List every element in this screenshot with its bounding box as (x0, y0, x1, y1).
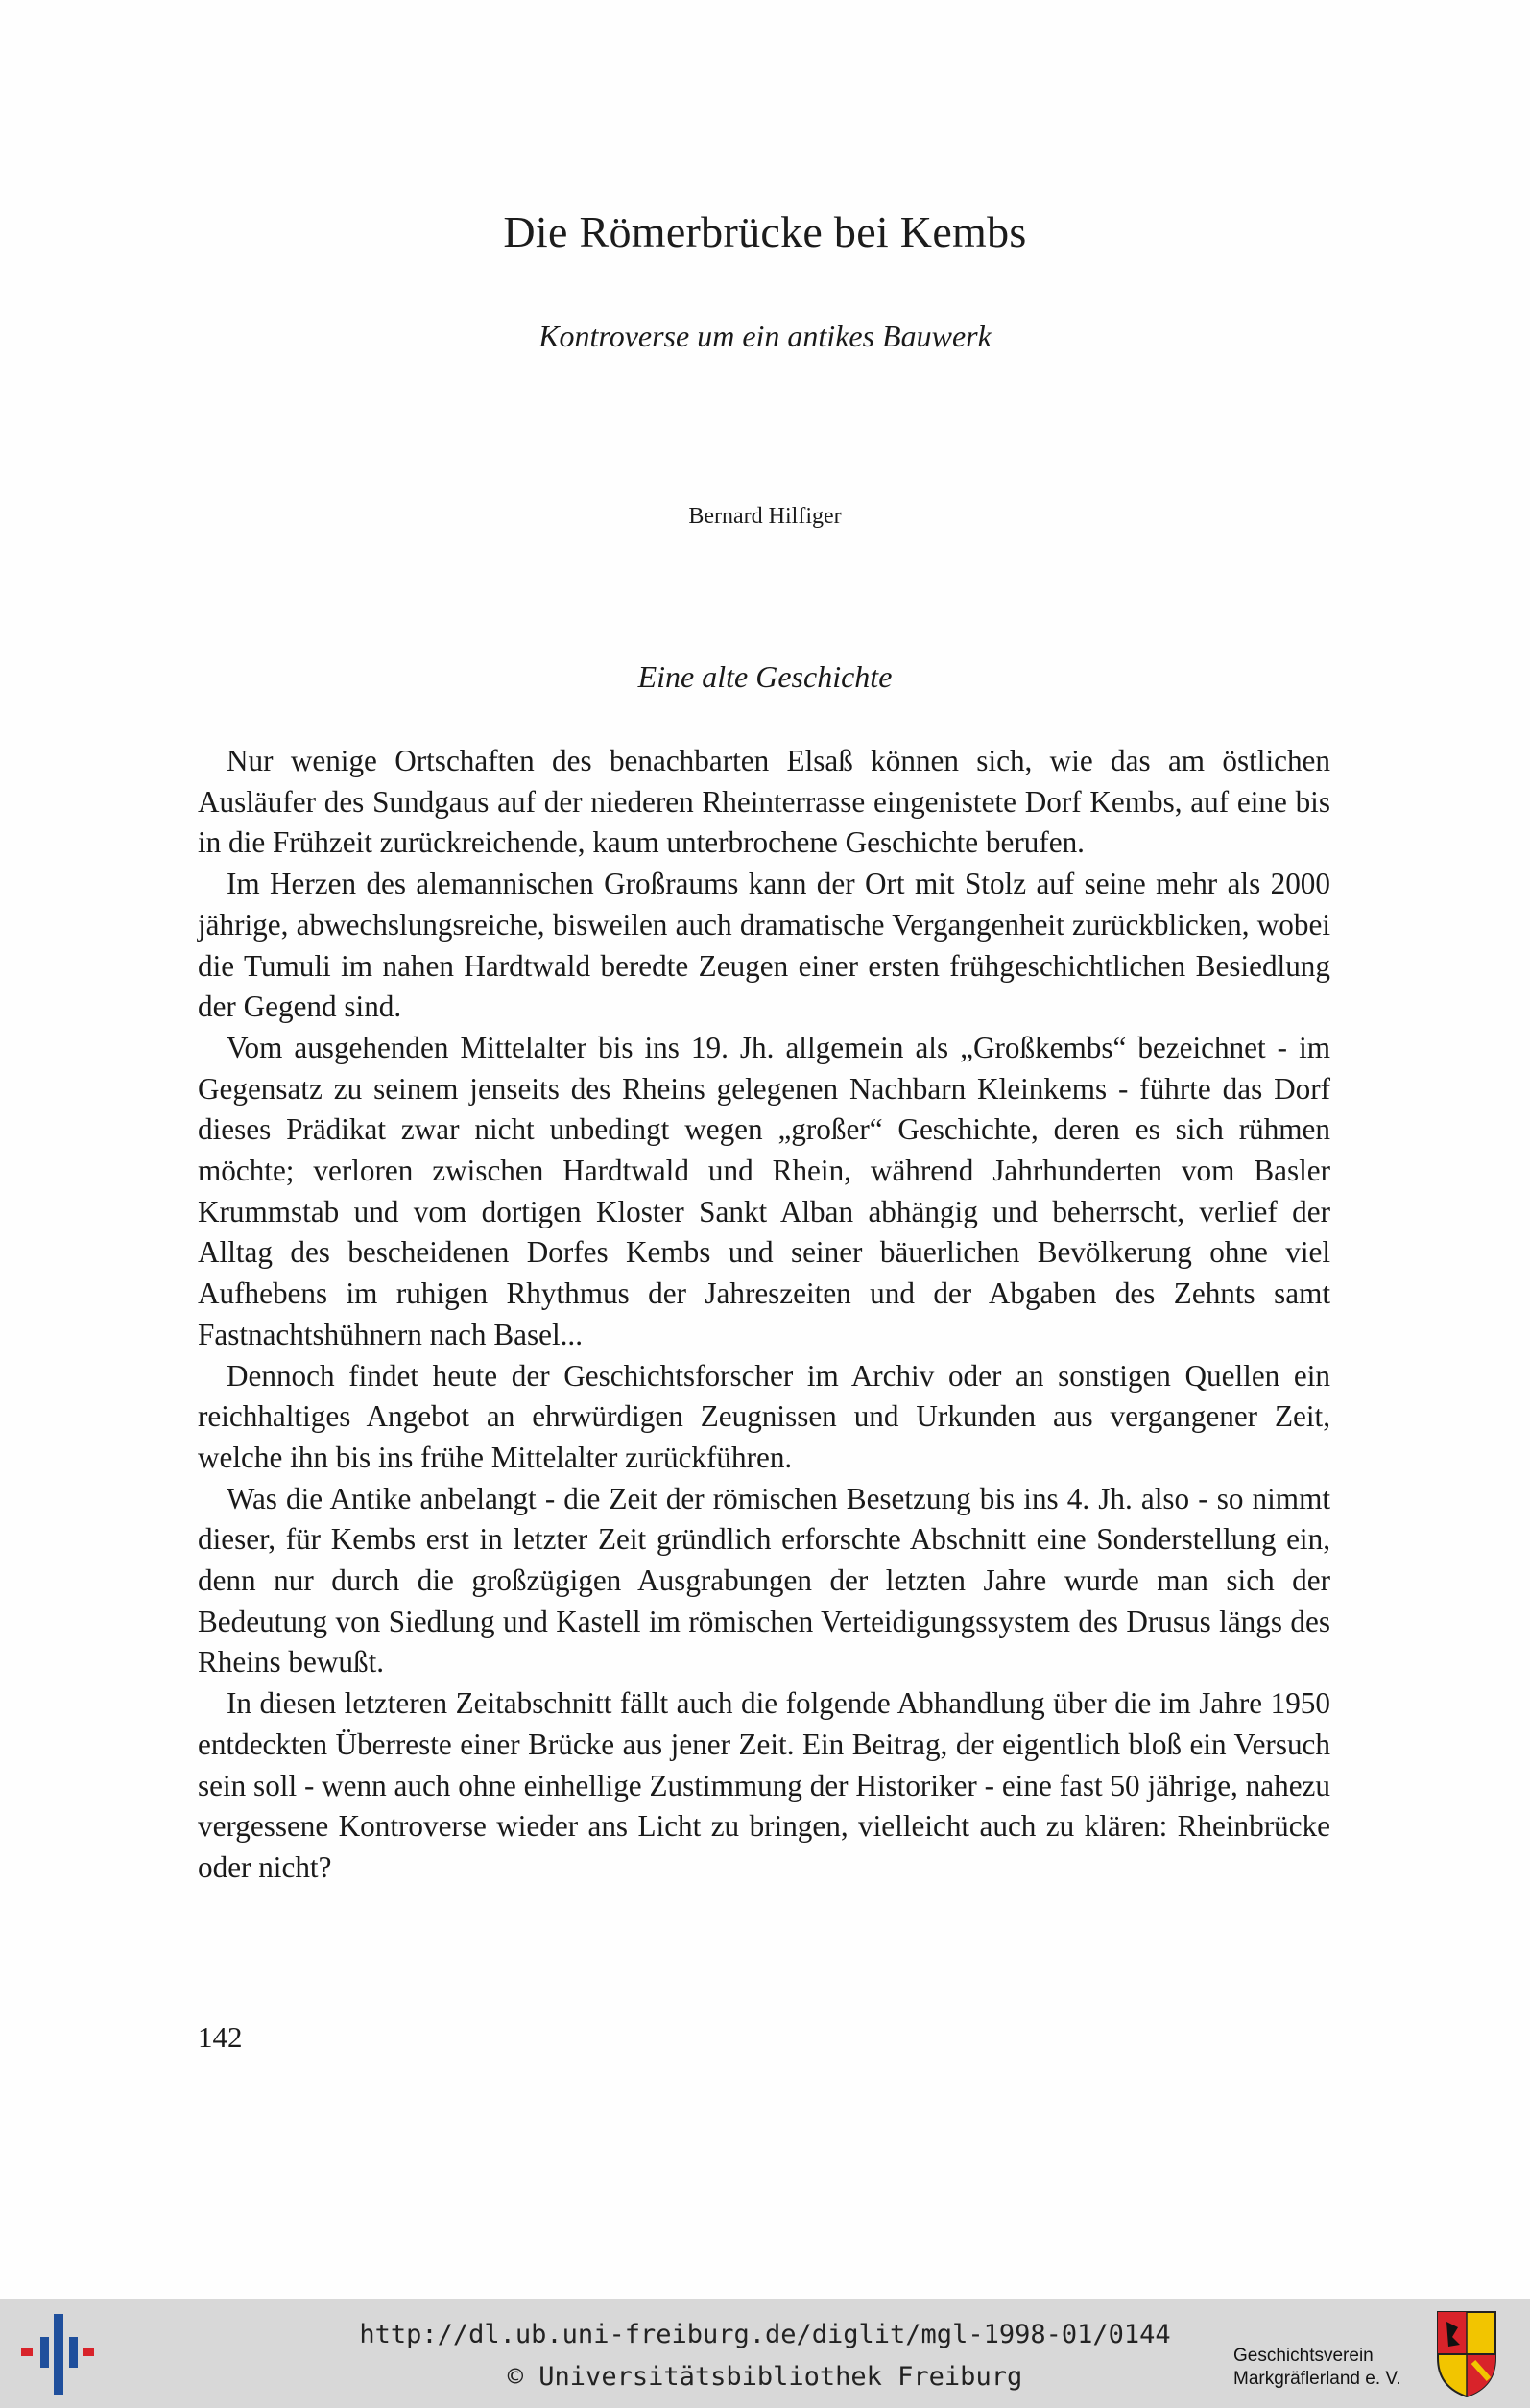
author-name: Bernard Hilfiger (688, 504, 842, 529)
article-subtitle: Kontroverse um ein antikes Bauwerk (538, 319, 992, 353)
society-line-1: Geschichtsverein (1233, 2346, 1374, 2366)
footer-bar (0, 2299, 1530, 2408)
paragraph: Dennoch findet heute der Geschichtsforscher im Archiv oder an sonstigen Quellen ein reichhaltiges Angebot an ehrwürdigen Zeugnissen und Urkunden aus vergangener Zeit, welche ihn bis ins frühe Mittelalter zurückführen. (198, 1358, 1330, 1474)
page-number: 142 (198, 2020, 243, 2054)
copyright-text: © Universitätsbibliothek Freiburg (507, 2362, 1023, 2392)
paragraph: Im Herzen des alemannischen Großraums kann der Ort mit Stolz auf seine mehr als 2000 jährige, abwechslungsreiche, bisweilen auch dramatische Vergangenheit zurückblicken, wobei die Tumuli im nahen Hardtwald beredte Zeugen einer ersten frühgeschichtlichen Besiedlung der Gegend sind. (198, 867, 1330, 1024)
paragraph: Nur wenige Ortschaften des benachbarten Elsaß können sich, wie das am östlichen Ausläufer des Sundgaus auf der niederen Rheinterrasse eingenistete Dorf Kembs, auf eine bis in die Frühzeit zurückreichende, kaum unterbrochene Geschichte berufen. (198, 744, 1330, 860)
society-line-2: Markgräflerland e. V. (1233, 2369, 1401, 2389)
society-name (1233, 2345, 1401, 2391)
article-title: Die Römerbrücke bei Kembs (503, 207, 1027, 256)
paragraph: Was die Antike anbelangt - die Zeit der römischen Besetzung bis ins 4. Jh. also - so nimmt dieser, für Kembs erst in letzter Zeit gründlich erforschte Abschnitt eine Sonderstellung ein, denn nur durch die großzügigen Ausgrabungen der letzten Jahre wurde man sich der Bedeutung von Siedlung und Kastell im römischen Verteidigungssystem des Drusus längs des Rheins bewußt. (198, 1481, 1330, 1680)
document-url-link[interactable]: http://dl.ub.uni-freiburg.de/diglit/mgl-1998-01/0144 (359, 2320, 1171, 2349)
paragraph: Vom ausgehenden Mittelalter bis ins 19. Jh. allgemein als „Großkembs“ bezeichnet - im Gegensatz zu seinem jenseits des Rheins gelegenen Nachbarn Kleinkems - führte das Dorf dieses Prädikat zwar nicht unbedingt wegen „großer“ Geschichte, deren es sich rühmen möchte; verloren zwischen Hardtwald und Rhein, während Jahrhunderten vom Basler Krummstab und vom dortigen Kloster Sankt Alban abhängig und beherrscht, verlief der Alltag des bescheidenen Dorfes Kembs und seiner bäuerlichen Bevölkerung ohne viel Aufhebens im ruhigen Rhythmus der Jahreszeiten und der Abgaben des Zehnts samt Fastnachtshühnern nach Basel... (198, 1030, 1330, 1351)
article-body (198, 741, 1330, 1889)
paragraph: In diesen letzteren Zeitabschnitt fällt auch die folgende Abhandlung über die im Jahre 1950 entdeckten Überreste einer Brücke aus jener Zeit. Ein Beitrag, der eigentlich bloß ein Versuch sein soll - wenn auch ohne einhellige Zustimmung der Historiker - eine fast 50 jährige, nahezu vergessene Kontroverse wieder ans Licht zu bringen, vielleicht auch zu klären: Rheinbrücke oder nicht? (198, 1686, 1330, 1884)
section-heading: Eine alte Geschichte (637, 659, 893, 694)
coat-of-arms-icon[interactable] (1435, 2308, 1498, 2398)
